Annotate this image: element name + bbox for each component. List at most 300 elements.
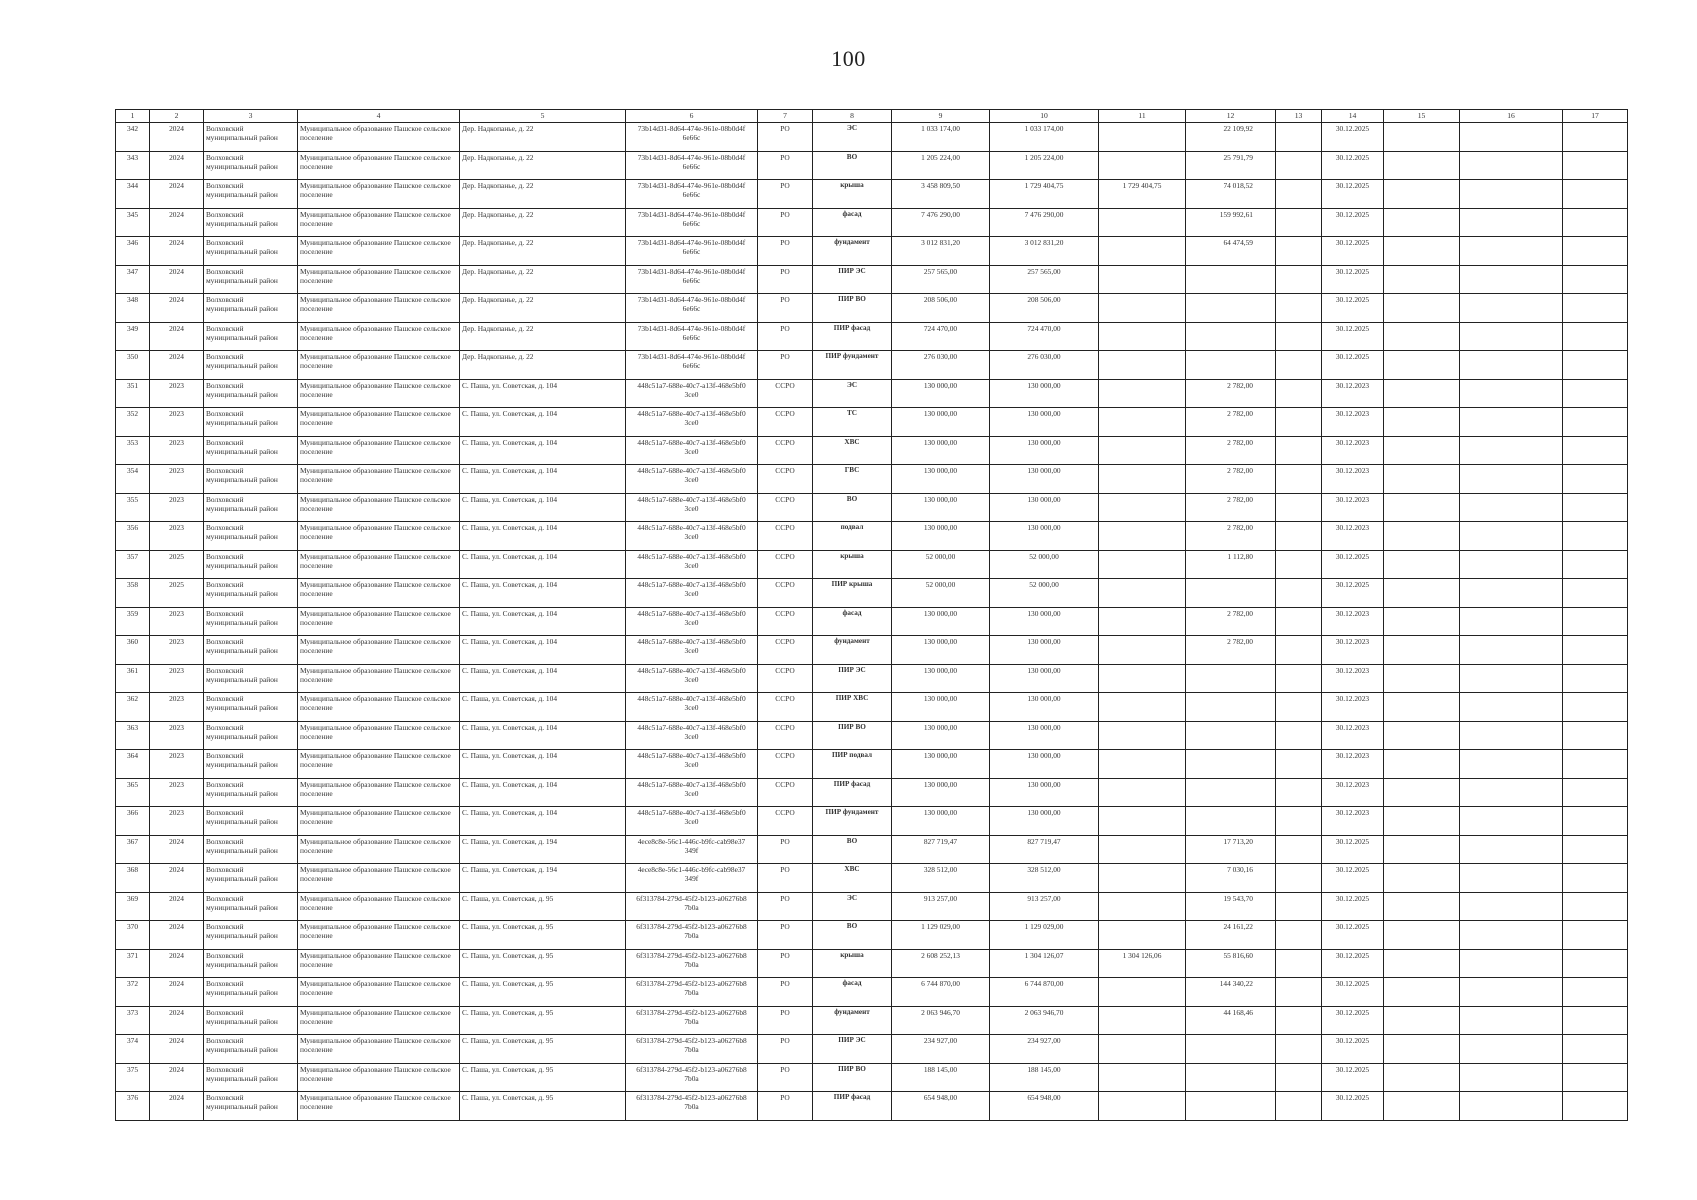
column-17-cell [1563,550,1628,579]
column-17-cell [1563,721,1628,750]
district-cell: Волховский муниципальный район [204,151,298,180]
table-row [116,1035,1628,1064]
control-cost-cell: 2 782,00 [1186,408,1276,437]
column-13-cell [1276,322,1322,351]
column-17-cell [1563,522,1628,551]
house-guid-cell: 448c51a7-688e-40c7-a13f-468e5bf03ce0 [626,379,758,408]
municipality-cell: Муниципальное образование Пашское сельское поселение [298,864,460,893]
table-row [116,522,1628,551]
completion-date-cell: 30.12.2025 [1322,579,1384,608]
year-cell: 2024 [150,1092,204,1121]
column-header-7: 7 [758,110,813,123]
table-row [116,265,1628,294]
address-cell: С. Паша, ул. Советская, д. 104 [460,693,626,722]
column-15-cell [1384,664,1460,693]
program-cell: РО [758,322,813,351]
district-cell: Волховский муниципальный район [204,607,298,636]
column-17-cell [1563,864,1628,893]
district-cell: Волховский муниципальный район [204,921,298,950]
column-15-cell [1384,921,1460,950]
column-13-cell [1276,864,1322,893]
table-row [116,436,1628,465]
municipality-cell: Муниципальное образование Пашское сельское поселение [298,949,460,978]
column-13-cell [1276,607,1322,636]
program-cell: ССРО [758,778,813,807]
address-cell: С. Паша, ул. Советская, д. 104 [460,778,626,807]
year-cell: 2024 [150,237,204,266]
work-type-cell: ГВС [813,465,892,494]
row-number: 368 [116,864,150,893]
completion-date-cell: 30.12.2025 [1322,322,1384,351]
column-13-cell [1276,123,1322,152]
municipality-cell: Муниципальное образование Пашское сельское поселение [298,1035,460,1064]
district-cell: Волховский муниципальный район [204,465,298,494]
district-cell: Волховский муниципальный район [204,693,298,722]
column-header-11: 11 [1099,110,1186,123]
table-row [116,379,1628,408]
column-15-cell [1384,208,1460,237]
row-number: 351 [116,379,150,408]
control-cost-cell [1186,807,1276,836]
column-header-12: 12 [1186,110,1276,123]
column-17-cell [1563,1063,1628,1092]
completion-date-cell: 30.12.2023 [1322,465,1384,494]
completion-date-cell: 30.12.2025 [1322,351,1384,380]
row-number: 350 [116,351,150,380]
column-17-cell [1563,750,1628,779]
column-16-cell [1460,778,1563,807]
work-type-cell: фасад [813,607,892,636]
total-cost-cell: 130 000,00 [892,636,990,665]
column-17-cell [1563,664,1628,693]
column-header-15: 15 [1384,110,1460,123]
municipality-cell: Муниципальное образование Пашское сельское поселение [298,750,460,779]
column-13-cell [1276,579,1322,608]
column-15-cell [1384,1035,1460,1064]
program-cell: РО [758,1063,813,1092]
row-number: 373 [116,1006,150,1035]
completion-date-cell: 30.12.2025 [1322,1035,1384,1064]
row-number: 347 [116,265,150,294]
owner-cost-cell [1099,693,1186,722]
total-cost-cell: 130 000,00 [892,436,990,465]
column-header-2: 2 [150,110,204,123]
work-type-cell: ПИР фасад [813,778,892,807]
address-cell: С. Паша, ул. Советская, д. 104 [460,436,626,465]
district-cell: Волховский муниципальный район [204,379,298,408]
total-cost-cell: 130 000,00 [892,750,990,779]
address-cell: С. Паша, ул. Советская, д. 95 [460,1092,626,1121]
program-cell: РО [758,978,813,1007]
owner-cost-cell [1099,522,1186,551]
fund-cost-cell: 654 948,00 [990,1092,1099,1121]
column-13-cell [1276,921,1322,950]
house-guid-cell: 73b14d31-8d64-474e-961e-08b0d4f6e66c [626,180,758,209]
column-13-cell [1276,436,1322,465]
district-cell: Волховский муниципальный район [204,1006,298,1035]
owner-cost-cell: 1 729 404,75 [1099,180,1186,209]
year-cell: 2023 [150,436,204,465]
address-cell: С. Паша, ул. Советская, д. 104 [460,493,626,522]
owner-cost-cell [1099,408,1186,437]
district-cell: Волховский муниципальный район [204,978,298,1007]
column-17-cell [1563,265,1628,294]
year-cell: 2024 [150,1063,204,1092]
column-17-cell [1563,408,1628,437]
row-number: 345 [116,208,150,237]
year-cell: 2024 [150,864,204,893]
year-cell: 2023 [150,778,204,807]
work-type-cell: фундамент [813,636,892,665]
total-cost-cell: 130 000,00 [892,778,990,807]
address-cell: Дер. Надкопанье, д. 22 [460,180,626,209]
municipality-cell: Муниципальное образование Пашское сельское поселение [298,151,460,180]
table-row [116,892,1628,921]
control-cost-cell: 159 992,61 [1186,208,1276,237]
control-cost-cell: 17 713,20 [1186,835,1276,864]
column-17-cell [1563,835,1628,864]
column-16-cell [1460,351,1563,380]
work-type-cell: ПИР подвал [813,750,892,779]
table-row [116,835,1628,864]
work-type-cell: ПИР ВО [813,1063,892,1092]
column-16-cell [1460,436,1563,465]
table-header [116,110,1628,123]
column-15-cell [1384,294,1460,323]
table-row [116,465,1628,494]
table-row [116,550,1628,579]
address-cell: С. Паша, ул. Советская, д. 104 [460,522,626,551]
work-type-cell: ПИР ЭС [813,265,892,294]
house-guid-cell: 6f313784-279d-45f2-b123-a06276b87b0a [626,978,758,1007]
column-13-cell [1276,151,1322,180]
column-number-row [116,110,1628,123]
district-cell: Волховский муниципальный район [204,322,298,351]
column-15-cell [1384,721,1460,750]
program-cell: ССРО [758,579,813,608]
work-type-cell: ТС [813,408,892,437]
control-cost-cell: 74 018,52 [1186,180,1276,209]
house-guid-cell: 73b14d31-8d64-474e-961e-08b0d4f6e66c [626,265,758,294]
column-16-cell [1460,1063,1563,1092]
control-cost-cell: 2 782,00 [1186,465,1276,494]
row-number: 367 [116,835,150,864]
year-cell: 2023 [150,721,204,750]
column-13-cell [1276,721,1322,750]
municipality-cell: Муниципальное образование Пашское сельское поселение [298,1063,460,1092]
column-15-cell [1384,436,1460,465]
fund-cost-cell: 1 304 126,07 [990,949,1099,978]
year-cell: 2024 [150,978,204,1007]
address-cell: С. Паша, ул. Советская, д. 104 [460,636,626,665]
row-number: 353 [116,436,150,465]
total-cost-cell: 52 000,00 [892,579,990,608]
address-cell: Дер. Надкопанье, д. 22 [460,351,626,380]
municipality-cell: Муниципальное образование Пашское сельское поселение [298,579,460,608]
total-cost-cell: 188 145,00 [892,1063,990,1092]
work-type-cell: фундамент [813,237,892,266]
fund-cost-cell: 130 000,00 [990,408,1099,437]
house-guid-cell: 73b14d31-8d64-474e-961e-08b0d4f6e66c [626,322,758,351]
completion-date-cell: 30.12.2025 [1322,151,1384,180]
house-guid-cell: 448c51a7-688e-40c7-a13f-468e5bf03ce0 [626,778,758,807]
work-type-cell: фасад [813,208,892,237]
program-cell: РО [758,208,813,237]
program-cell: РО [758,294,813,323]
program-cell: ССРО [758,379,813,408]
municipality-cell: Муниципальное образование Пашское сельское поселение [298,237,460,266]
column-16-cell [1460,151,1563,180]
column-header-16: 16 [1460,110,1563,123]
column-16-cell [1460,978,1563,1007]
owner-cost-cell [1099,864,1186,893]
program-cell: РО [758,835,813,864]
district-cell: Волховский муниципальный район [204,1035,298,1064]
work-type-cell: ВО [813,493,892,522]
column-17-cell [1563,636,1628,665]
table-row [116,151,1628,180]
total-cost-cell: 130 000,00 [892,408,990,437]
page-number: 100 [831,46,866,71]
column-16-cell [1460,921,1563,950]
control-cost-cell: 24 161,22 [1186,921,1276,950]
house-guid-cell: 448c51a7-688e-40c7-a13f-468e5bf03ce0 [626,436,758,465]
control-cost-cell: 2 782,00 [1186,522,1276,551]
address-cell: С. Паша, ул. Советская, д. 194 [460,864,626,893]
row-number: 358 [116,579,150,608]
house-guid-cell: 448c51a7-688e-40c7-a13f-468e5bf03ce0 [626,750,758,779]
total-cost-cell: 52 000,00 [892,550,990,579]
municipality-cell: Муниципальное образование Пашское сельское поселение [298,208,460,237]
fund-cost-cell: 1 729 404,75 [990,180,1099,209]
row-number: 376 [116,1092,150,1121]
address-cell: Дер. Надкопанье, д. 22 [460,237,626,266]
completion-date-cell: 30.12.2025 [1322,1006,1384,1035]
municipality-cell: Муниципальное образование Пашское сельское поселение [298,1092,460,1121]
year-cell: 2023 [150,664,204,693]
control-cost-cell: 144 340,22 [1186,978,1276,1007]
work-type-cell: ПИР ЭС [813,1035,892,1064]
owner-cost-cell [1099,493,1186,522]
fund-cost-cell: 52 000,00 [990,550,1099,579]
column-15-cell [1384,180,1460,209]
address-cell: С. Паша, ул. Советская, д. 104 [460,750,626,779]
column-13-cell [1276,1006,1322,1035]
year-cell: 2024 [150,1006,204,1035]
control-cost-cell: 2 782,00 [1186,436,1276,465]
column-15-cell [1384,550,1460,579]
column-13-cell [1276,807,1322,836]
house-guid-cell: 6f313784-279d-45f2-b123-a06276b87b0a [626,921,758,950]
program-cell: ССРО [758,807,813,836]
control-cost-cell [1186,579,1276,608]
house-guid-cell: 6f313784-279d-45f2-b123-a06276b87b0a [626,1092,758,1121]
column-16-cell [1460,237,1563,266]
total-cost-cell: 724 470,00 [892,322,990,351]
column-15-cell [1384,949,1460,978]
column-16-cell [1460,123,1563,152]
municipality-cell: Муниципальное образование Пашское сельское поселение [298,636,460,665]
work-type-cell: ХВС [813,864,892,893]
owner-cost-cell [1099,465,1186,494]
table-row [116,607,1628,636]
work-type-cell: подвал [813,522,892,551]
house-guid-cell: 448c51a7-688e-40c7-a13f-468e5bf03ce0 [626,636,758,665]
year-cell: 2024 [150,949,204,978]
municipality-cell: Муниципальное образование Пашское сельское поселение [298,778,460,807]
table-row [116,493,1628,522]
completion-date-cell: 30.12.2025 [1322,835,1384,864]
district-cell: Волховский муниципальный район [204,208,298,237]
column-16-cell [1460,892,1563,921]
column-16-cell [1460,721,1563,750]
total-cost-cell: 208 506,00 [892,294,990,323]
column-13-cell [1276,1063,1322,1092]
column-17-cell [1563,892,1628,921]
control-cost-cell [1186,1092,1276,1121]
municipality-cell: Муниципальное образование Пашское сельское поселение [298,322,460,351]
table-row [116,294,1628,323]
house-guid-cell: 448c51a7-688e-40c7-a13f-468e5bf03ce0 [626,465,758,494]
column-17-cell [1563,351,1628,380]
program-cell: РО [758,921,813,950]
fund-cost-cell: 3 012 831,20 [990,237,1099,266]
column-16-cell [1460,835,1563,864]
column-16-cell [1460,408,1563,437]
owner-cost-cell [1099,208,1186,237]
control-cost-cell: 2 782,00 [1186,636,1276,665]
year-cell: 2023 [150,693,204,722]
address-cell: Дер. Надкопанье, д. 22 [460,294,626,323]
column-17-cell [1563,151,1628,180]
row-number: 364 [116,750,150,779]
district-cell: Волховский муниципальный район [204,721,298,750]
column-header-1: 1 [116,110,150,123]
program-cell: РО [758,151,813,180]
year-cell: 2024 [150,921,204,950]
total-cost-cell: 130 000,00 [892,693,990,722]
control-cost-cell [1186,294,1276,323]
district-cell: Волховский муниципальный район [204,408,298,437]
fund-cost-cell: 188 145,00 [990,1063,1099,1092]
year-cell: 2024 [150,835,204,864]
control-cost-cell: 2 782,00 [1186,493,1276,522]
column-13-cell [1276,237,1322,266]
owner-cost-cell [1099,778,1186,807]
year-cell: 2024 [150,265,204,294]
fund-cost-cell: 130 000,00 [990,379,1099,408]
column-16-cell [1460,750,1563,779]
fund-cost-cell: 130 000,00 [990,664,1099,693]
column-17-cell [1563,322,1628,351]
program-cell: ССРО [758,436,813,465]
column-16-cell [1460,949,1563,978]
total-cost-cell: 1 033 174,00 [892,123,990,152]
column-13-cell [1276,294,1322,323]
column-15-cell [1384,693,1460,722]
column-16-cell [1460,522,1563,551]
column-13-cell [1276,550,1322,579]
owner-cost-cell [1099,579,1186,608]
address-cell: С. Паша, ул. Советская, д. 104 [460,550,626,579]
table-row [116,237,1628,266]
table-row [116,408,1628,437]
total-cost-cell: 6 744 870,00 [892,978,990,1007]
year-cell: 2025 [150,550,204,579]
control-cost-cell [1186,693,1276,722]
column-13-cell [1276,636,1322,665]
row-number: 356 [116,522,150,551]
program-cell: ССРО [758,607,813,636]
total-cost-cell: 276 030,00 [892,351,990,380]
table-row [116,778,1628,807]
row-number: 374 [116,1035,150,1064]
table-row [116,579,1628,608]
total-cost-cell: 130 000,00 [892,465,990,494]
total-cost-cell: 3 458 809,50 [892,180,990,209]
owner-cost-cell [1099,1035,1186,1064]
column-13-cell [1276,949,1322,978]
row-number: 363 [116,721,150,750]
owner-cost-cell [1099,807,1186,836]
row-number: 343 [116,151,150,180]
program-cell: РО [758,1006,813,1035]
total-cost-cell: 913 257,00 [892,892,990,921]
year-cell: 2024 [150,294,204,323]
column-16-cell [1460,493,1563,522]
completion-date-cell: 30.12.2025 [1322,892,1384,921]
column-13-cell [1276,493,1322,522]
completion-date-cell: 30.12.2023 [1322,522,1384,551]
year-cell: 2024 [150,351,204,380]
district-cell: Волховский муниципальный район [204,636,298,665]
column-header-9: 9 [892,110,990,123]
fund-cost-cell: 234 927,00 [990,1035,1099,1064]
column-17-cell [1563,778,1628,807]
completion-date-cell: 30.12.2025 [1322,123,1384,152]
column-17-cell [1563,921,1628,950]
program-cell: ССРО [758,636,813,665]
work-type-cell: ПИР ВО [813,721,892,750]
total-cost-cell: 654 948,00 [892,1092,990,1121]
program-cell: РО [758,180,813,209]
fund-cost-cell: 257 565,00 [990,265,1099,294]
house-guid-cell: 73b14d31-8d64-474e-961e-08b0d4f6e66c [626,351,758,380]
year-cell: 2024 [150,123,204,152]
fund-cost-cell: 130 000,00 [990,493,1099,522]
district-cell: Волховский муниципальный район [204,550,298,579]
column-13-cell [1276,1092,1322,1121]
work-type-cell: ВО [813,151,892,180]
owner-cost-cell [1099,237,1186,266]
total-cost-cell: 7 476 290,00 [892,208,990,237]
column-15-cell [1384,835,1460,864]
column-13-cell [1276,351,1322,380]
control-cost-cell: 55 816,60 [1186,949,1276,978]
column-13-cell [1276,408,1322,437]
table-row [116,864,1628,893]
year-cell: 2024 [150,892,204,921]
control-cost-cell: 2 782,00 [1186,379,1276,408]
year-cell: 2023 [150,522,204,551]
control-cost-cell [1186,1063,1276,1092]
column-15-cell [1384,1092,1460,1121]
row-number: 361 [116,664,150,693]
control-cost-cell [1186,750,1276,779]
table-row [116,664,1628,693]
address-cell: С. Паша, ул. Советская, д. 95 [460,978,626,1007]
completion-date-cell: 30.12.2023 [1322,807,1384,836]
